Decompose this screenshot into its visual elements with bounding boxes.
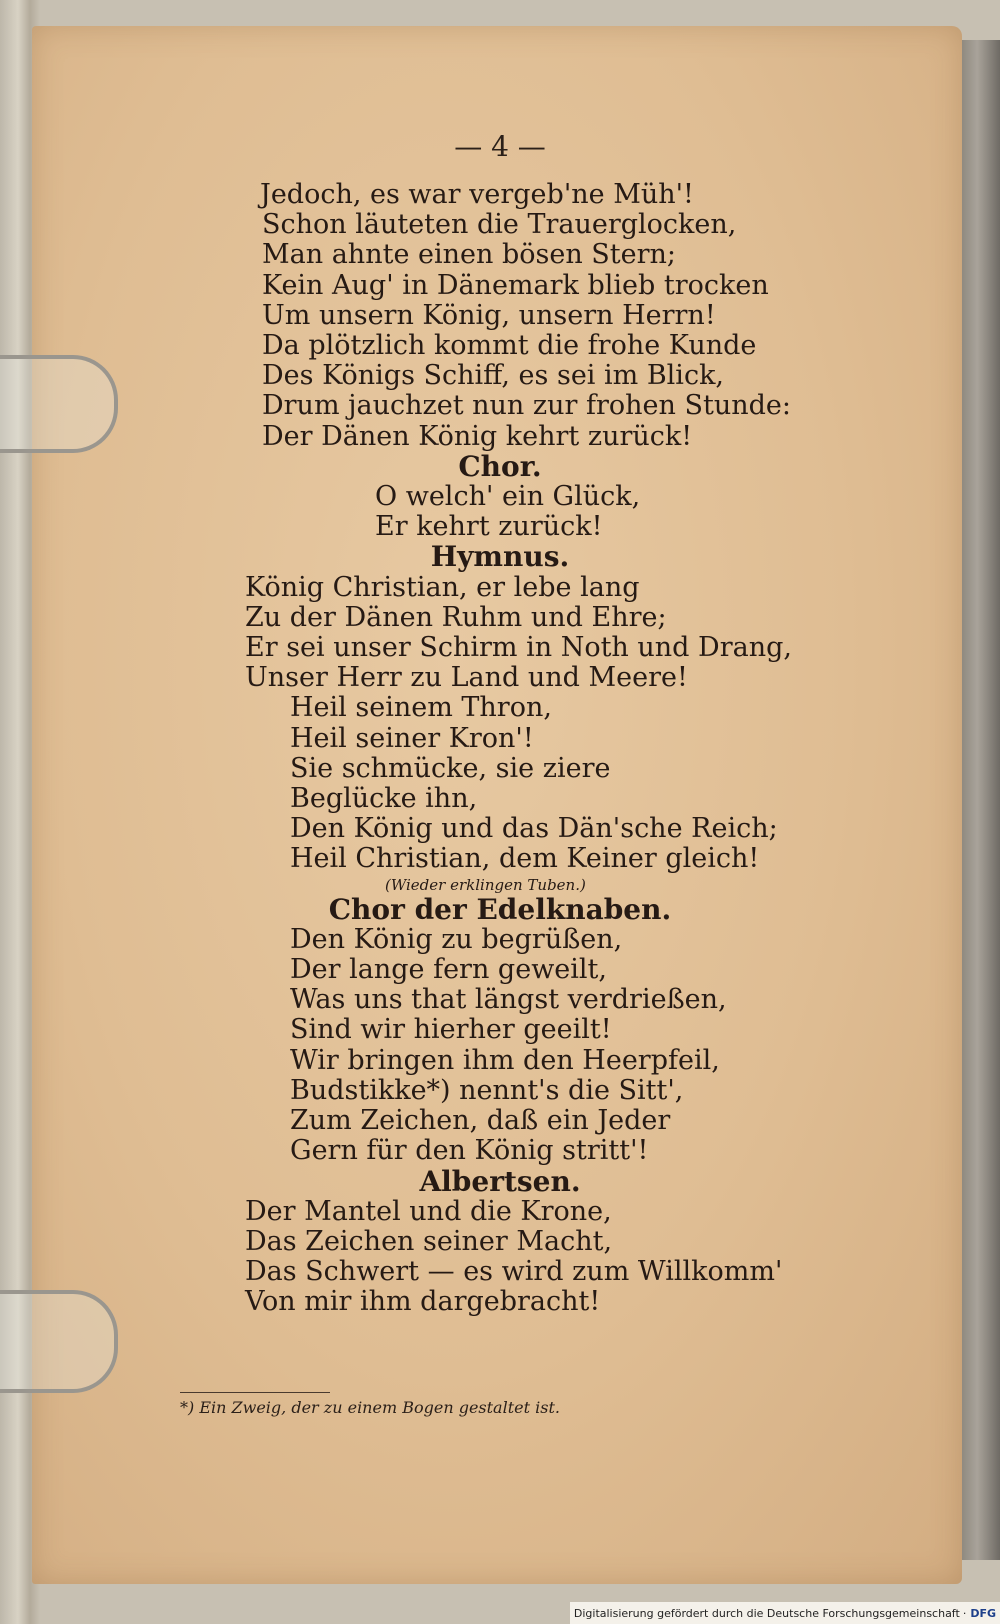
verse-line: Sie schmücke, sie ziere (290, 752, 611, 784)
verse-line: Wir bringen ihm den Heerpfeil, (290, 1044, 720, 1076)
stage-direction: (Wieder erklingen Tuben.) (385, 875, 586, 894)
verse-line: Der Dänen König kehrt zurück! (262, 420, 693, 452)
verse-line: Unser Herr zu Land und Meere! (245, 662, 688, 694)
verse-line: Kein Aug' in Dänemark blieb trocken (262, 269, 769, 301)
digitization-footer (570, 1602, 1000, 1624)
verse-line: Von mir ihm dargebracht! (245, 1286, 601, 1318)
verse-line: Sind wir hierher geeilt! (290, 1014, 612, 1046)
verse-line: Zum Zeichen, daß ein Jeder (290, 1105, 671, 1137)
section-heading-hymnus: Hymnus. (430, 540, 570, 574)
section-heading-albertsen: Albertsen. (419, 1164, 581, 1198)
verse-line: Gern für den König stritt'! (290, 1135, 649, 1167)
verse-line: Der lange fern geweilt, (290, 954, 607, 986)
dfg-logo: DFG (970, 1606, 996, 1620)
footer-separator: · (962, 1606, 967, 1620)
verse-line: Der Mantel und die Krone, (245, 1195, 612, 1227)
verse-line: Drum jauchzet nun zur frohen Stunde: (262, 390, 791, 422)
verse-line: Heil seiner Kron'! (290, 722, 534, 754)
verse-line: Um unsern König, unsern Herrn! (262, 299, 716, 331)
verse-line: Den König und das Dän'sche Reich; (290, 813, 778, 845)
verse-line: Den König zu begrüßen, (290, 923, 623, 955)
verse-line: Jedoch, es war vergeb'ne Müh'! (260, 179, 694, 210)
poem-text (0, 180, 1000, 1318)
footer-text: Digitalisierung gefördert durch die Deutsche Forschungsgemeinschaft (573, 1606, 960, 1620)
verse-line: Was uns that längst verdrießen, (290, 984, 727, 1016)
verse-line: Da plötzlich kommt die frohe Kunde (262, 330, 757, 362)
footnote: *) Ein Zweig, der zu einem Bogen gestaltet ist. (180, 1398, 560, 1417)
footnote-rule (180, 1392, 330, 1393)
verse-line: Er sei unser Schirm in Noth und Drang, (245, 632, 792, 664)
verse-line: Budstikke*) nennt's die Sitt', (290, 1074, 684, 1106)
verse-line: Heil seinem Thron, (290, 692, 552, 724)
verse-line: Zu der Dänen Ruhm und Ehre; (245, 601, 667, 633)
section-heading-chor: Chor. (458, 449, 542, 483)
verse-line: Das Zeichen seiner Macht, (245, 1225, 613, 1257)
verse-line: Man ahnte einen bösen Stern; (262, 239, 677, 271)
verse-line: Das Schwert — es wird zum Willkomm' (245, 1256, 783, 1288)
verse-line: Beglücke ihn, (290, 783, 478, 815)
verse-line: Heil Christian, dem Keiner gleich! (290, 843, 760, 875)
page-number: — 4 — (454, 130, 546, 163)
section-heading-chor-der-edelknaben: Chor der Edelknaben. (328, 892, 672, 926)
verse-line: König Christian, er lebe lang (245, 571, 640, 603)
verse-line: Schon läuteten die Trauerglocken, (262, 209, 737, 241)
verse-line: O welch' ein Glück, (375, 481, 641, 513)
verse-line: Er kehrt zurück! (375, 511, 603, 543)
verse-line: Des Königs Schiff, es sei im Blick, (262, 360, 725, 392)
